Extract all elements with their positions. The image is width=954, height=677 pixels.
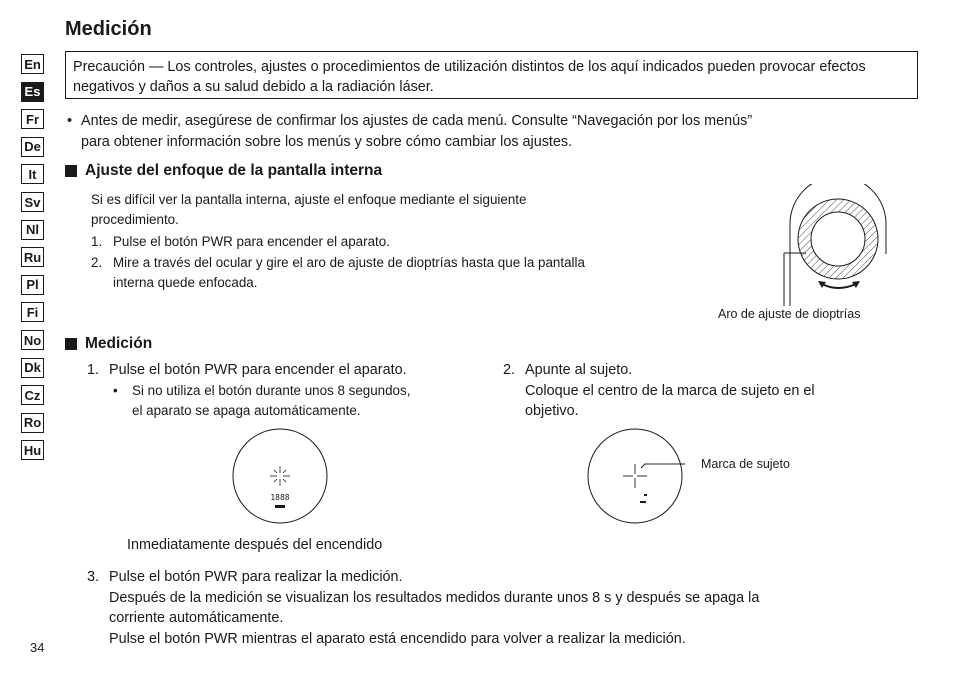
viewfinder-circle <box>588 429 682 523</box>
section-heading-focus <box>65 162 382 180</box>
measure-step-1-note <box>113 381 410 421</box>
section-heading-focus-label: Ajuste del enfoque de la pantalla interna <box>85 162 383 179</box>
language-tab-sv[interactable]: Sv <box>21 192 44 212</box>
caution-box: Precaución — Los controles, ajustes o procedimientos de utilización distintos de los aquí indicados pueden provocar efectos negativos y daños a su salud debido a la radiación láser. <box>65 51 918 99</box>
language-tab-dk[interactable]: Dk <box>21 358 44 378</box>
step-text-line3: objetivo. <box>525 403 579 419</box>
display-readout: 1888 <box>270 493 290 502</box>
step-text: Pulse el botón PWR para encender el aparato. <box>113 234 390 249</box>
focus-intro-line1: Si es difícil ver la pantalla interna, ajuste el enfoque mediante el siguiente <box>91 192 527 207</box>
step-text: Apunte al sujeto. <box>525 362 633 378</box>
language-tab-ro[interactable]: Ro <box>21 413 44 433</box>
square-bullet-icon <box>65 165 77 177</box>
language-tab-nl[interactable]: Nl <box>21 220 44 240</box>
diopter-ring-caption: Aro de ajuste de dioptrías <box>718 307 861 321</box>
focus-intro <box>91 190 526 230</box>
page-number: 34 <box>30 640 45 655</box>
measure-step-2 <box>503 360 815 422</box>
step-text-line4: Pulse el botón PWR mientras el aparato está encendido para volver a realizar la medición. <box>109 630 686 647</box>
focus-step-1 <box>91 232 390 252</box>
display-after-power-on-figure <box>232 428 328 524</box>
diopter-ring-figure <box>760 184 900 306</box>
rotate-arrow-icon <box>822 284 856 288</box>
language-tab-es[interactable]: Es <box>21 82 44 102</box>
step-text: Pulse el botón PWR para realizar la medición. <box>109 569 403 585</box>
square-bullet-icon <box>65 338 77 350</box>
note-line1: Si no utiliza el botón durante unos 8 segundos, <box>132 383 411 398</box>
measure-step-3 <box>87 567 759 649</box>
intro-bullet <box>67 111 752 152</box>
bullet-mark: • <box>67 113 73 129</box>
focus-step-2 <box>91 253 585 293</box>
note-line2: el aparato se apaga automáticamente. <box>132 403 361 418</box>
measure-step-1 <box>87 360 407 381</box>
intro-bullet-line1: Antes de medir, asegúrese de confirmar los ajustes de cada menú. Consulte “Navegación por los menús” <box>81 113 753 129</box>
step-text-line2: Después de la medición se visualizan los resultados medidos durante unos 8 s y después se apaga la <box>109 589 760 606</box>
language-tab-fi[interactable]: Fi <box>21 302 44 322</box>
focus-intro-line2: procedimiento. <box>91 212 179 227</box>
language-tab-no[interactable]: No <box>21 330 44 350</box>
language-tab-en[interactable]: En <box>21 54 44 74</box>
intro-bullet-line2: para obtener información sobre los menús y sobre cómo cambiar los ajustes. <box>81 133 573 150</box>
language-tab-fr[interactable]: Fr <box>21 109 44 129</box>
viewfinder-circle <box>233 429 327 523</box>
battery-icon <box>275 505 285 508</box>
eyepiece-lens <box>811 212 865 266</box>
language-tab-cz[interactable]: Cz <box>21 385 44 405</box>
language-tab-de[interactable]: De <box>21 137 44 157</box>
section-heading-measure-label: Medición <box>85 335 153 352</box>
indicator-mark-icon <box>640 501 646 503</box>
step-number: 2. <box>91 255 103 270</box>
language-tab-it[interactable]: It <box>21 164 44 184</box>
indicator-mark-icon <box>644 494 647 496</box>
page-title: Medición <box>65 18 152 40</box>
target-mark-figure <box>585 428 685 524</box>
bullet-mark: • <box>113 383 118 398</box>
step-number: 1. <box>91 234 103 249</box>
step-text-line3: corriente automáticamente. <box>109 610 284 626</box>
language-tab-ru[interactable]: Ru <box>21 247 44 267</box>
step-text-continued: interna quede enfocada. <box>113 275 258 290</box>
step-text: Pulse el botón PWR para encender el aparato. <box>109 362 407 378</box>
step-text-line2: Coloque el centro de la marca de sujeto en el <box>525 382 815 399</box>
figure1-caption: Inmediatamente después del encendido <box>127 537 383 553</box>
step-number: 2. <box>503 362 516 378</box>
step-text: Mire a través del ocular y gire el aro de ajuste de dioptrías hasta que la pantalla <box>113 255 585 270</box>
section-heading-measure <box>65 335 152 353</box>
target-mark-caption: Marca de sujeto <box>701 457 790 471</box>
step-number: 1. <box>87 362 100 378</box>
language-tab-pl[interactable]: Pl <box>21 275 44 295</box>
language-tab-hu[interactable]: Hu <box>21 440 44 460</box>
step-number: 3. <box>87 569 100 585</box>
